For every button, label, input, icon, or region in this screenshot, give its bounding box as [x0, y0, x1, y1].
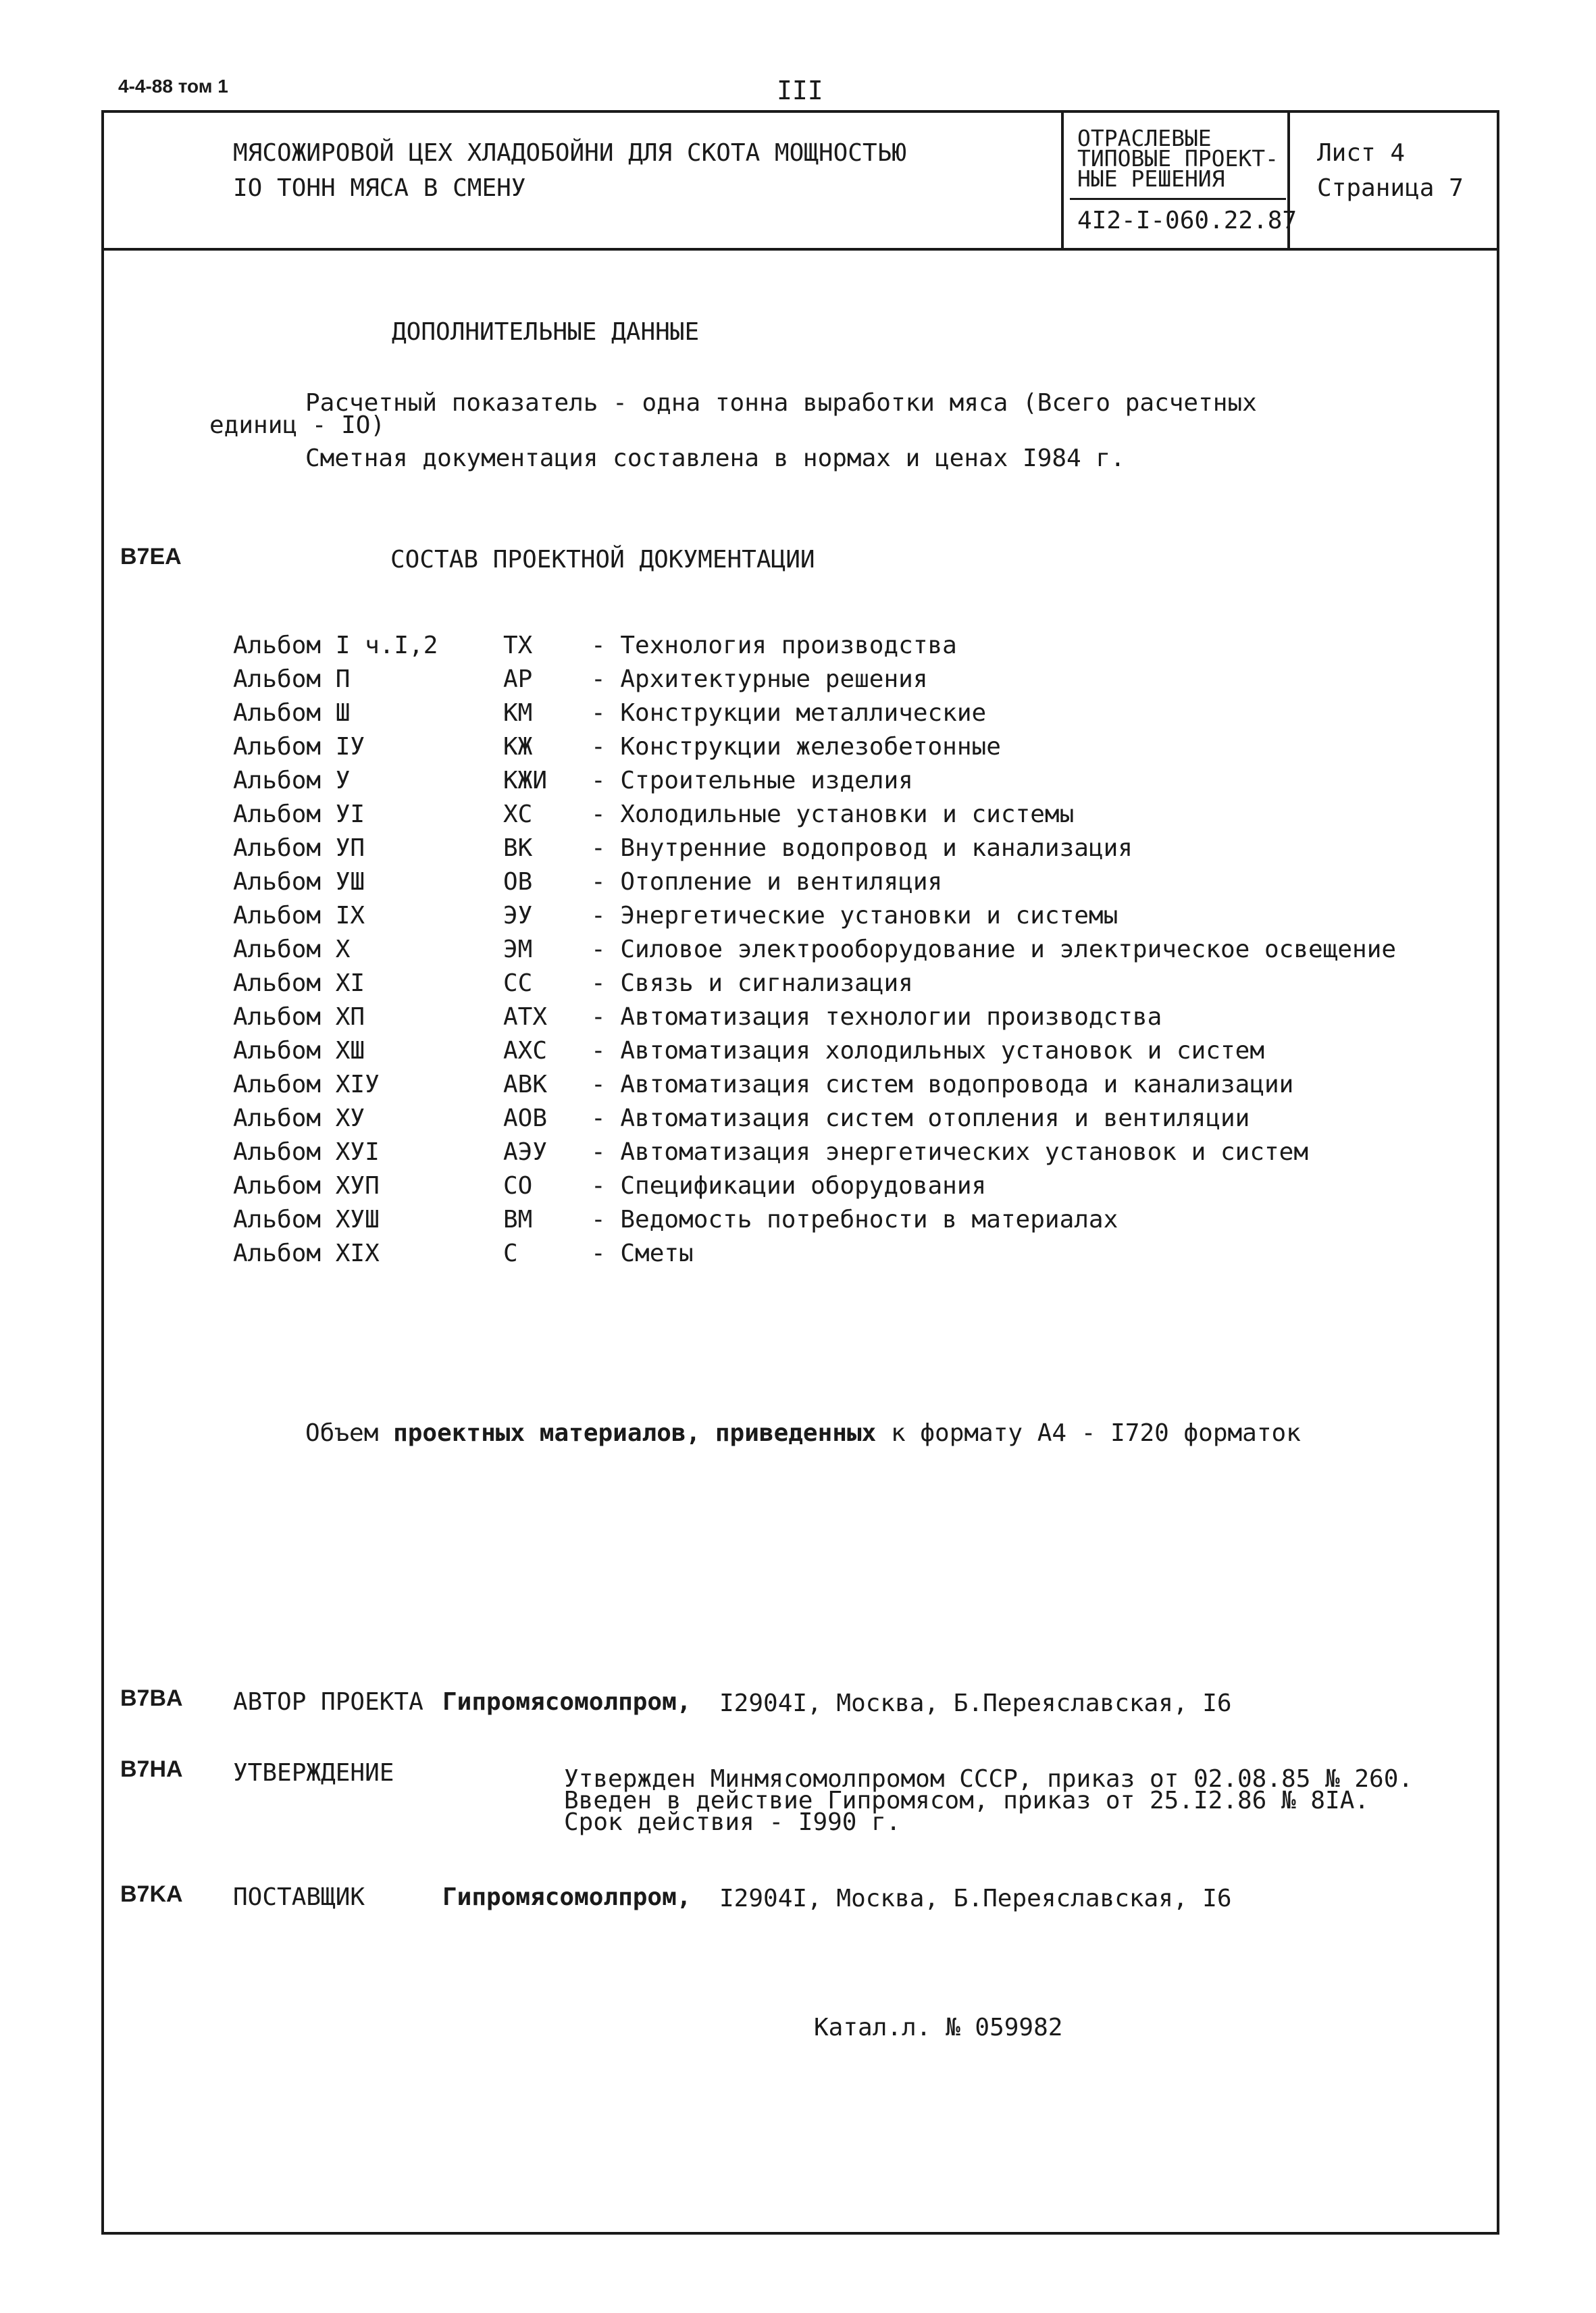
album-description: - Конструкции железобетонные [591, 733, 1001, 761]
project-code: 4I2-I-060.22.87 [1077, 207, 1297, 234]
album-name: Альбом XП [233, 1003, 365, 1031]
album-name: Альбом XI [233, 969, 365, 997]
album-description: - Конструкции металлические [591, 699, 987, 727]
catalog-number: Катал.л. № 059982 [814, 2014, 1063, 2041]
album-description: - Технология производства [591, 632, 957, 659]
album-name: Альбом УШ [233, 868, 365, 896]
album-name: Альбом Ш [233, 699, 351, 727]
supplier-address: I2904I, Москва, Б.Переяславская, I6 [719, 1885, 1232, 1912]
album-description: - Отопление и вентиляция [591, 868, 943, 896]
volume-prefix: Объем [305, 1419, 379, 1447]
album-name: Альбом XУШ [233, 1206, 380, 1234]
album-code: ЭУ [503, 902, 533, 930]
album-description: - Ведомость потребности в материалах [591, 1206, 1118, 1234]
album-code: КМ [503, 699, 533, 727]
album-code: СС [503, 969, 533, 997]
album-description: - Спецификации оборудования [591, 1172, 987, 1200]
additional-line-3: Сметная документация составлена в нормах и ценах I984 г. [305, 444, 1125, 472]
page-reference: Страница 7 [1317, 174, 1464, 202]
approval-line-1: Утвержден Минмясомолпромом СССР, приказ от 02.08.85 № 260. [564, 1765, 1414, 1793]
album-description: - Строительные изделия [591, 767, 913, 794]
album-code: ТХ [503, 632, 533, 659]
author-address: I2904I, Москва, Б.Переяславская, I6 [719, 1689, 1232, 1717]
album-name: Альбом XУП [233, 1172, 380, 1200]
album-description: - Автоматизация технологии производства [591, 1003, 1162, 1031]
album-name: Альбом XШ [233, 1037, 365, 1065]
album-name: Альбом XIX [233, 1240, 380, 1267]
author-org: Гипромясомолпром, [442, 1688, 692, 1716]
org-line-2: ТИПОВЫЕ ПРОЕКТ- [1077, 145, 1279, 172]
album-description: - Холодильные установки и системы [591, 800, 1075, 828]
code-rule [1070, 198, 1286, 200]
album-code: ВМ [503, 1206, 533, 1234]
album-name: Альбом П [233, 665, 351, 693]
additional-line-1: Расчетный показатель - одна тонна выработки мяса (Всего расчетных [305, 389, 1257, 417]
album-name: Альбом УI [233, 800, 365, 828]
album-name: Альбом IX [233, 902, 365, 930]
album-description: - Архитектурные решения [591, 665, 928, 693]
supplier-label: ПОСТАВЩИК [233, 1883, 365, 1911]
sheet-number: Лист 4 [1317, 139, 1406, 167]
title-line-1: МЯСОЖИРОВОЙ ЦЕХ ХЛАДОБОЙНИ ДЛЯ СКОТА МОЩНОСТЬЮ [233, 139, 906, 167]
approval-label: УТВЕРЖДЕНИЕ [233, 1759, 394, 1787]
album-code: КЖИ [503, 767, 548, 794]
album-code: АТХ [503, 1003, 548, 1031]
album-name: Альбом УП [233, 834, 365, 862]
album-description: - Энергетические установки и системы [591, 902, 1118, 930]
album-name: Альбом IУ [233, 733, 365, 761]
album-code: ХС [503, 800, 533, 828]
header-divider [1061, 113, 1064, 248]
album-code: С [503, 1240, 518, 1267]
album-code: АОВ [503, 1104, 548, 1132]
approval-line-2: Введен в действие Гипромясом, приказ от 25.I2.86 № 8IA. [564, 1787, 1370, 1814]
album-name: Альбом XУ [233, 1104, 365, 1132]
approval-line-3: Срок действия - I990 г. [564, 1808, 901, 1836]
album-description: - Связь и сигнализация [591, 969, 913, 997]
section-heading-additional: ДОПОЛНИТЕЛЬНЫЕ ДАННЫЕ [392, 318, 700, 346]
album-code: АВК [503, 1071, 548, 1098]
album-description: - Сметы [591, 1240, 694, 1267]
author-label: АВТОР ПРОЕКТА [233, 1688, 423, 1716]
volume-statement [305, 1419, 1301, 1448]
page-number: III [777, 76, 823, 105]
marker-supplier: B7KA [120, 1881, 183, 1907]
album-code: АХС [503, 1037, 548, 1065]
org-line-3: НЫЕ РЕШЕНИЯ [1077, 166, 1225, 192]
album-description: - Силовое электрооборудование и электрическое освещение [591, 936, 1397, 963]
volume-suffix: к формату А4 - I720 форматок [891, 1419, 1301, 1447]
album-code: ЭМ [503, 936, 533, 963]
additional-line-2: единиц - IO) [209, 411, 386, 439]
album-code: АР [503, 665, 533, 693]
album-description: - Автоматизация систем отопления и вентиляции [591, 1104, 1250, 1132]
marker-approval: B7HA [120, 1756, 183, 1782]
album-name: Альбом XIУ [233, 1071, 380, 1098]
marker-composition: B7EA [120, 544, 182, 569]
document-tag: 4-4-88 том 1 [118, 76, 228, 97]
album-code: КЖ [503, 733, 533, 761]
album-description: - Автоматизация систем водопровода и канализации [591, 1071, 1294, 1098]
album-code: ОВ [503, 868, 533, 896]
album-description: - Автоматизация холодильных установок и систем [591, 1037, 1264, 1065]
album-description: - Внутренние водопровод и канализация [591, 834, 1133, 862]
marker-author: B7BA [120, 1685, 183, 1711]
volume-bold: проектных материалов, приведенных [393, 1419, 877, 1447]
album-name: Альбом У [233, 767, 351, 794]
album-code: ВК [503, 834, 533, 862]
album-name: Альбом I ч.I,2 [233, 632, 438, 659]
album-description: - Автоматизация энергетических установок и систем [591, 1138, 1309, 1166]
org-line-1: ОТРАСЛЕВЫЕ [1077, 125, 1212, 151]
supplier-org: Гипромясомолпром, [442, 1883, 692, 1911]
header-bottom-line [104, 248, 1497, 251]
album-code: АЭУ [503, 1138, 548, 1166]
title-line-2: IO ТОНН МЯСА В СМЕНУ [233, 174, 526, 202]
album-name: Альбом X [233, 936, 351, 963]
section-heading-composition: СОСТАВ ПРОЕКТНОЙ ДОКУМЕНТАЦИИ [390, 546, 815, 574]
album-code: СО [503, 1172, 533, 1200]
album-name: Альбом XУI [233, 1138, 380, 1166]
